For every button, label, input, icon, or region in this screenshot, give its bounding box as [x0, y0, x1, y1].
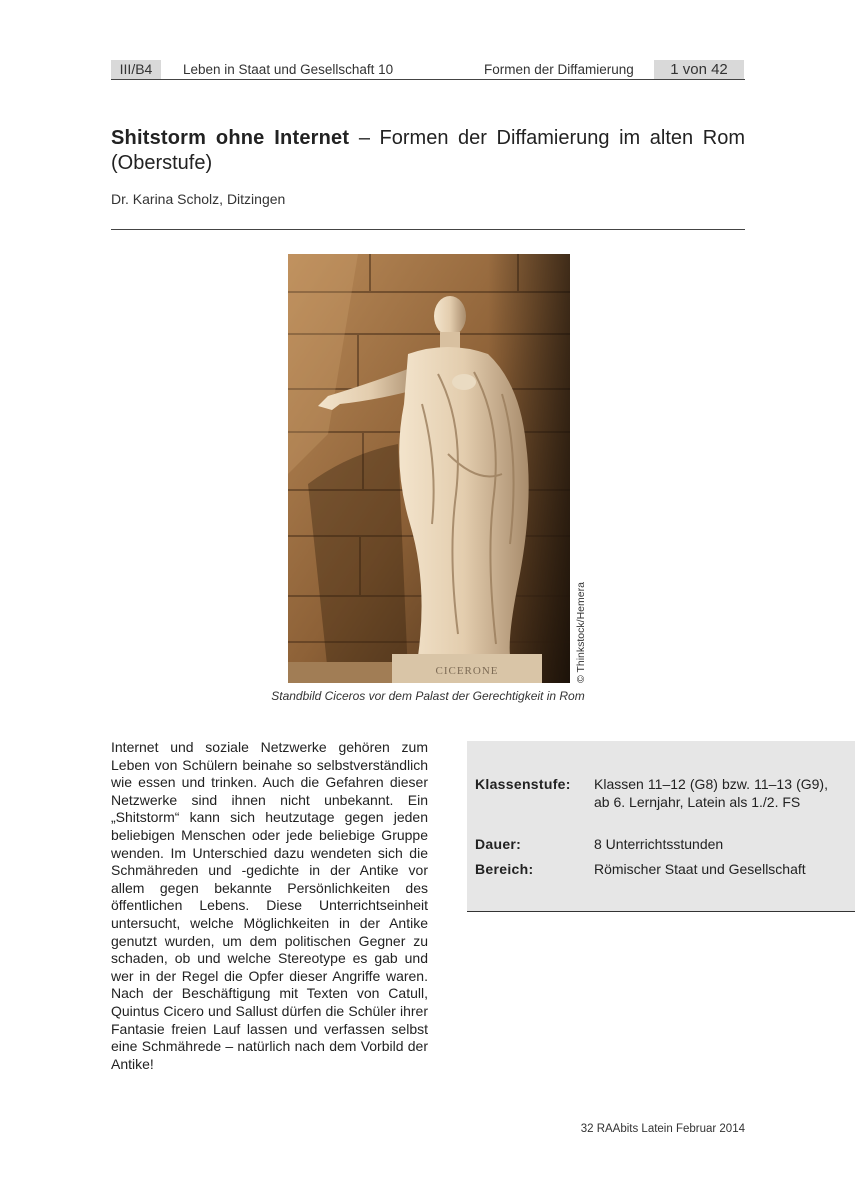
info-box-rule [467, 911, 855, 912]
author-line: Dr. Karina Scholz, Ditzingen [111, 191, 286, 207]
title-divider [111, 229, 745, 230]
statue-inscription: CICERONE [435, 665, 499, 677]
info-label: Klassenstufe: [475, 776, 571, 792]
info-value: Klassen 11–12 (G8) bzw. 11–13 (G9), ab 6. Lernjahr, Latein als 1./2. FS [594, 776, 828, 810]
header-series-title: Leben in Staat und Gesellschaft 10 [183, 62, 394, 77]
photo-caption: Standbild Ciceros vor dem Palast der Gerechtigkeit in Rom [271, 689, 585, 703]
info-label: Dauer: [475, 836, 522, 852]
title-rest: – Formen der Diffamierung im alten Rom (Oberstufe) [111, 127, 745, 174]
header-page-number: 1 von 42 [654, 60, 744, 79]
header-rule [111, 79, 745, 80]
info-value: Römischer Staat und Gesellschaft [594, 861, 806, 877]
intro-paragraph: Internet und soziale Netzwerke gehören zum Leben von Schülern beinahe so selbstverständlich wie essen und trinken. Auch die Gefahren dieser Netzwerke sind ihnen nicht unbekannt. Ein „Shitstorm“ kann sich heutzutage gegen jeden beliebigen Menschen oder jede beliebige Gruppe wenden. Im Unterschied dazu wendeten sich die Schmähreden und -gedichte in der Antike vor allem gegen bekannte Persönlichkeiten des öffentlichen Lebens. Diese Unterrichtseinheit untersucht, welche Möglichkeiten in der Antike genutzt wurden, um dem politischen Gegner zu schaden, ob und welche Stereotype es gab und wer in der Regel die Opfer dieser Angriffe waren. Nach der Beschäftigung mit Texten von Catull, Quintus Cicero und Sallust dürfen die Schüler ihrer Fantasie freien Lauf lassen und verfassen selbst eine Schmährede – natürlich nach dem Vorbild der Antike! [111, 739, 428, 1072]
photo-credit: © Thinkstock/Hemera [575, 582, 587, 683]
info-box [467, 741, 855, 912]
document-title [111, 126, 745, 176]
header-section-code: III/B4 [111, 60, 161, 79]
page-footer: 32 RAAbits Latein Februar 2014 [580, 1123, 745, 1135]
info-value: 8 Unterrichtsstunden [594, 836, 724, 852]
info-label: Bereich: [475, 861, 534, 877]
cicero-statue-photo [288, 254, 570, 683]
header-topic: Formen der Diffamierung [484, 62, 634, 77]
title-bold: Shitstorm ohne Internet [111, 127, 350, 149]
